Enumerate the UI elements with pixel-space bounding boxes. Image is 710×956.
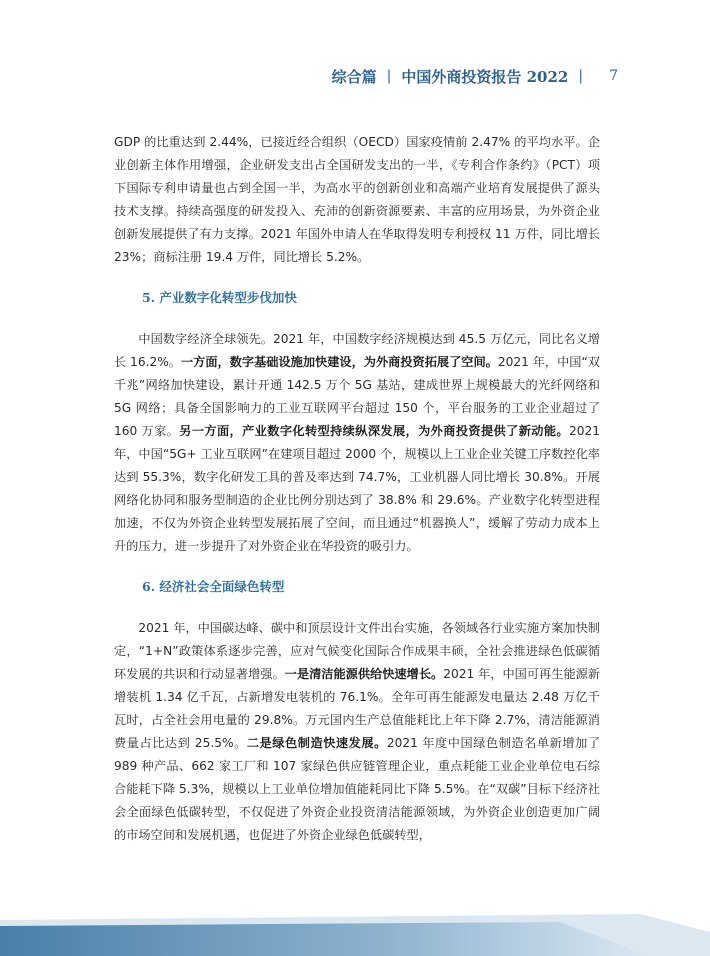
paragraph-green-transition [114,617,600,848]
text-run: 2021 年，中国“5G+ 工业互联网”在建项目超过 2000 个，规模以上工业企业关键工序数控化率达到 55.3%，数字化研发工具的普及率达到 74.7%，工业机器人同比增长 30.8%。开展网络化协同和服务型制造的企业比例分别达到了 38.8% 和 29.6%。产业数字化转型进程加速，不仅为外资企业转型发展拓展了空间，而且通过“机器换人”，缓解了劳动力成本上升的压力，进一步提升了对外资企业在华投资的吸引力。 [114,423,601,554]
text-run: 2021 年度中国绿色制造名单新增加了 989 种产品、662 家工厂和 107 家绿色供应链管理企业，重点耗能工业企业单位电石综合能耗下降 5.3%，规模以上工业单位增加值能耗同比下降 5.5%。在“双碳”目标下经济社会全面绿色低碳转型，不仅促进了外资企业投资清洁能源领域，为外资企业创造更加广阔的市场空间和发展机遇，也促进了外资企业绿色低碳转型， [114,735,601,843]
section-label: 综合篇 [331,67,377,86]
text-run: 中国数字经济全球领先。2021 年，中国数字经济规模达到 45.5 万亿元，同比名义增长 16.2%。 [114,331,600,369]
footer-decoration [0,912,710,956]
text-run: 2021 年，中国碳达峰、碳中和顶层设计文件出台实施，各领域各行业实施方案加快制定，“1+N”政策体系逐步完善，应对气候变化国际合作成果丰硕，全社会推进绿色低碳循环发展的共识和行动显著增强。 [114,620,600,681]
bold-text-run: 另一方面，产业数字化转型持续纵深发展，为外商投资提供了新动能。 [179,423,569,438]
header-separator: | [386,68,392,84]
text-run: 2021 年，中国可再生能源新增装机 1.34 亿千瓦，占新增发电装机的 76.1%。全年可再生能源发电量达 2.48 万亿千瓦时，占全社会用电量的 29.8%。万元国内生产总值能耗比上年下降 2.7%，清洁能源消费量占比达到 25.5%。 [114,666,601,750]
text-run: 2021 年，中国“双千兆”网络加快建设，累计开通 142.5 万个 5G 基站，建成世界上规模最大的光纤网络和 5G 网络；具备全国影响力的工业互联网平台超过 150 个，平台服务的工业企业超过了 160 万家。 [114,354,600,438]
bold-text-run: 一方面，数字基础设施加快建设，为外商投资拓展了空间。 [180,354,498,369]
body-content [114,131,600,847]
header-separator: | [578,68,584,84]
heading-green-transformation: 6. 经济社会全面绿色转型 [142,578,285,594]
report-title: 中国外商投资报告 2022 [401,67,569,86]
text-run: GDP 的比重达到 2.44%，已接近经合组织（OECD）国家疫情前 2.47% 的平均水平。企业创新主体作用增强，企业研发支出占全国研发支出的一半，《专利合作条约》（PCT）项下国际专利申请量也占到全国一半，为高水平的创新创业和高端产业培育发展提供了源头技术支撑。持续高强度的研发投入、充沛的创新资源要素、丰富的应用场景，为外资企业创新发展提供了有力支撑。2021 年国外申请人在华取得发明专利授权 11 万件，同比增长 23%；商标注册 19.4 万件，同比增长 5.2%。 [114,135,600,265]
paragraph-innovation [114,131,600,270]
footer-band-dark [0,922,650,956]
paragraph-digital-economy [114,328,600,559]
page-number: 7 [609,68,618,84]
bold-text-run: 一是清洁能源供给快速增长。 [284,666,444,681]
page-header [332,66,618,86]
bold-text-run: 二是绿色制造快速发展。 [246,735,387,750]
heading-digital-transformation: 5. 产业数字化转型步伐加快 [142,289,297,305]
